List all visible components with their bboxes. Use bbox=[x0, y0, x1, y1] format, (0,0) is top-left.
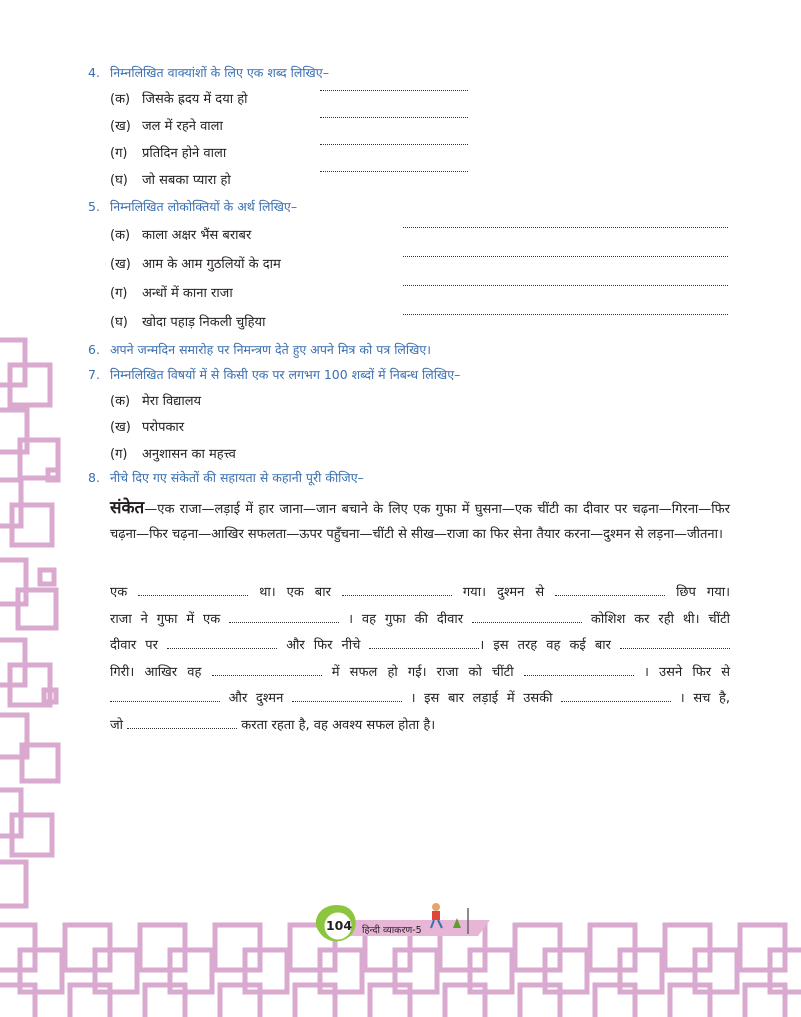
story-text: और दुश्मन bbox=[228, 691, 284, 706]
q5-item-kha bbox=[110, 254, 281, 272]
item-marker: (ख) bbox=[110, 420, 131, 435]
story-text: । वह गुफा की दीवार bbox=[348, 611, 464, 627]
item-text: अनुशासन का महत्त्व bbox=[142, 447, 236, 462]
question-8 bbox=[88, 469, 364, 486]
item-text: प्रतिदिन होने वाला bbox=[142, 146, 227, 161]
item-marker: (क) bbox=[110, 228, 131, 243]
q7-item-kha bbox=[110, 417, 184, 435]
story-blank[interactable] bbox=[229, 612, 339, 623]
answer-line[interactable] bbox=[403, 285, 728, 286]
story-text: छिप गया। bbox=[676, 585, 731, 600]
story-blank[interactable] bbox=[472, 612, 582, 623]
story-text: गिरी। आखिर वह bbox=[110, 664, 202, 680]
question-number: 5. bbox=[88, 199, 100, 214]
item-text: जो सबका प्यारा हो bbox=[142, 173, 231, 188]
question-text: निम्नलिखित विषयों में से किसी एक पर लगभग 100 शब्दों में निबन्ध लिखिए– bbox=[110, 367, 461, 382]
hint-label: संकेत bbox=[110, 498, 145, 518]
question-5 bbox=[88, 198, 297, 215]
question-number: 8. bbox=[88, 470, 100, 485]
item-marker: (ग) bbox=[110, 146, 128, 161]
story-line bbox=[110, 660, 730, 687]
answer-line[interactable] bbox=[320, 171, 468, 172]
item-marker: (घ) bbox=[110, 173, 128, 188]
item-text: परोपकार bbox=[142, 420, 185, 435]
q7-item-ka bbox=[110, 391, 201, 409]
story-line bbox=[110, 607, 730, 634]
q5-item-ga bbox=[110, 283, 233, 301]
story-text: में सफल हो गई। राजा को चींटी bbox=[331, 664, 514, 680]
story-blank[interactable] bbox=[524, 665, 634, 676]
story-text: । इस बार लड़ाई में उसकी bbox=[410, 691, 553, 706]
q5-item-ka bbox=[110, 225, 251, 243]
q5-item-gha bbox=[110, 312, 265, 330]
story-text: । उसने फिर से bbox=[643, 664, 730, 680]
story-blank[interactable] bbox=[620, 638, 730, 649]
item-text: खोदा पहाड़ निकली चुहिया bbox=[142, 315, 266, 330]
story-text: । इस तरह वह कई बार bbox=[479, 638, 611, 653]
story-text: गया। दुश्मन से bbox=[462, 585, 545, 600]
answer-line[interactable] bbox=[403, 256, 728, 257]
story-blank[interactable] bbox=[110, 691, 220, 702]
story-blank[interactable] bbox=[212, 665, 322, 676]
answer-line[interactable] bbox=[320, 90, 468, 91]
story-blank[interactable] bbox=[561, 691, 671, 702]
story-hints bbox=[110, 496, 730, 547]
story-line bbox=[110, 580, 730, 607]
question-number: 4. bbox=[88, 65, 100, 80]
answer-line[interactable] bbox=[320, 144, 468, 145]
story-line bbox=[110, 633, 730, 660]
q4-item-kha bbox=[110, 116, 223, 134]
question-text: नीचे दिए गए संकेतों की सहायता से कहानी पूरी कीजिए– bbox=[110, 470, 364, 485]
story-text: । सच है, bbox=[679, 691, 731, 706]
story-text: दीवार पर bbox=[110, 638, 158, 653]
q4-item-gha bbox=[110, 170, 231, 188]
page-footer bbox=[308, 900, 498, 950]
item-marker: (क) bbox=[110, 92, 131, 107]
story-line bbox=[110, 713, 730, 740]
story-blank[interactable] bbox=[167, 638, 277, 649]
story-text: कोशिश कर रही थी। चींटी bbox=[590, 611, 730, 627]
story-blank[interactable] bbox=[342, 585, 452, 596]
footer-title: हिन्दी व्याकरण-5 bbox=[362, 925, 422, 936]
story-blank[interactable] bbox=[369, 638, 479, 649]
q7-item-ga bbox=[110, 444, 236, 462]
item-marker: (ग) bbox=[110, 447, 128, 462]
item-marker: (ग) bbox=[110, 286, 128, 301]
story-text: एक bbox=[110, 585, 128, 600]
item-marker: (ख) bbox=[110, 257, 131, 272]
page-number: 104 bbox=[325, 918, 353, 933]
story-text: जो bbox=[110, 717, 124, 733]
question-text: निम्नलिखित लोकोक्तियों के अर्थ लिखिए– bbox=[110, 199, 298, 214]
story-blank[interactable] bbox=[292, 691, 402, 702]
question-6 bbox=[88, 341, 431, 358]
item-marker: (क) bbox=[110, 394, 131, 409]
item-text: आम के आम गुठलियों के दाम bbox=[142, 257, 281, 272]
answer-line[interactable] bbox=[403, 227, 728, 228]
story-blank[interactable] bbox=[555, 585, 665, 596]
question-7 bbox=[88, 366, 460, 383]
story-blank[interactable] bbox=[138, 585, 248, 596]
story-text: करता रहता है, वह अवश्य सफल होता है। bbox=[241, 717, 436, 733]
story-fill-in bbox=[110, 580, 730, 739]
item-text: जल में रहने वाला bbox=[142, 119, 223, 134]
question-number: 6. bbox=[88, 342, 100, 357]
item-text: जिसके ह्रदय में दया हो bbox=[142, 92, 248, 107]
story-text: था। एक बार bbox=[259, 585, 331, 600]
story-blank[interactable] bbox=[127, 718, 237, 729]
answer-line[interactable] bbox=[320, 117, 468, 118]
item-text: अन्धों में काना राजा bbox=[142, 286, 233, 301]
item-text: मेरा विद्यालय bbox=[142, 394, 202, 409]
q4-item-ga bbox=[110, 143, 226, 161]
question-number: 7. bbox=[88, 367, 100, 382]
story-text: राजा ने गुफा में एक bbox=[110, 611, 221, 627]
hint-text: —एक राजा—लड़ाई में हार जाना—जान बचाने के लिए एक गुफा में घुसना—एक चींटी का दीवार पर चढ़ना—गिरना—फिर चढ़ना—फिर चढ़ना—आखिर सफलता—ऊपर पहुँचना—चींटी से सीख—राजा का फिर सेना तैयार करना—दुश्मन से लड़ना—जीतना। bbox=[110, 502, 730, 542]
item-text: काला अक्षर भैंस बराबर bbox=[142, 228, 252, 243]
question-text: निम्नलिखित वाक्यांशों के लिए एक शब्द लिखिए– bbox=[110, 65, 329, 80]
story-text: और फिर नीचे bbox=[286, 638, 361, 653]
item-marker: (ख) bbox=[110, 119, 131, 134]
story-line bbox=[110, 686, 730, 713]
question-text: अपने जन्मदिन समारोह पर निमन्त्रण देते हुए अपने मित्र को पत्र लिखिए। bbox=[110, 342, 432, 357]
item-marker: (घ) bbox=[110, 315, 128, 330]
q4-item-ka bbox=[110, 89, 248, 107]
answer-line[interactable] bbox=[403, 314, 728, 315]
question-4 bbox=[88, 64, 329, 81]
